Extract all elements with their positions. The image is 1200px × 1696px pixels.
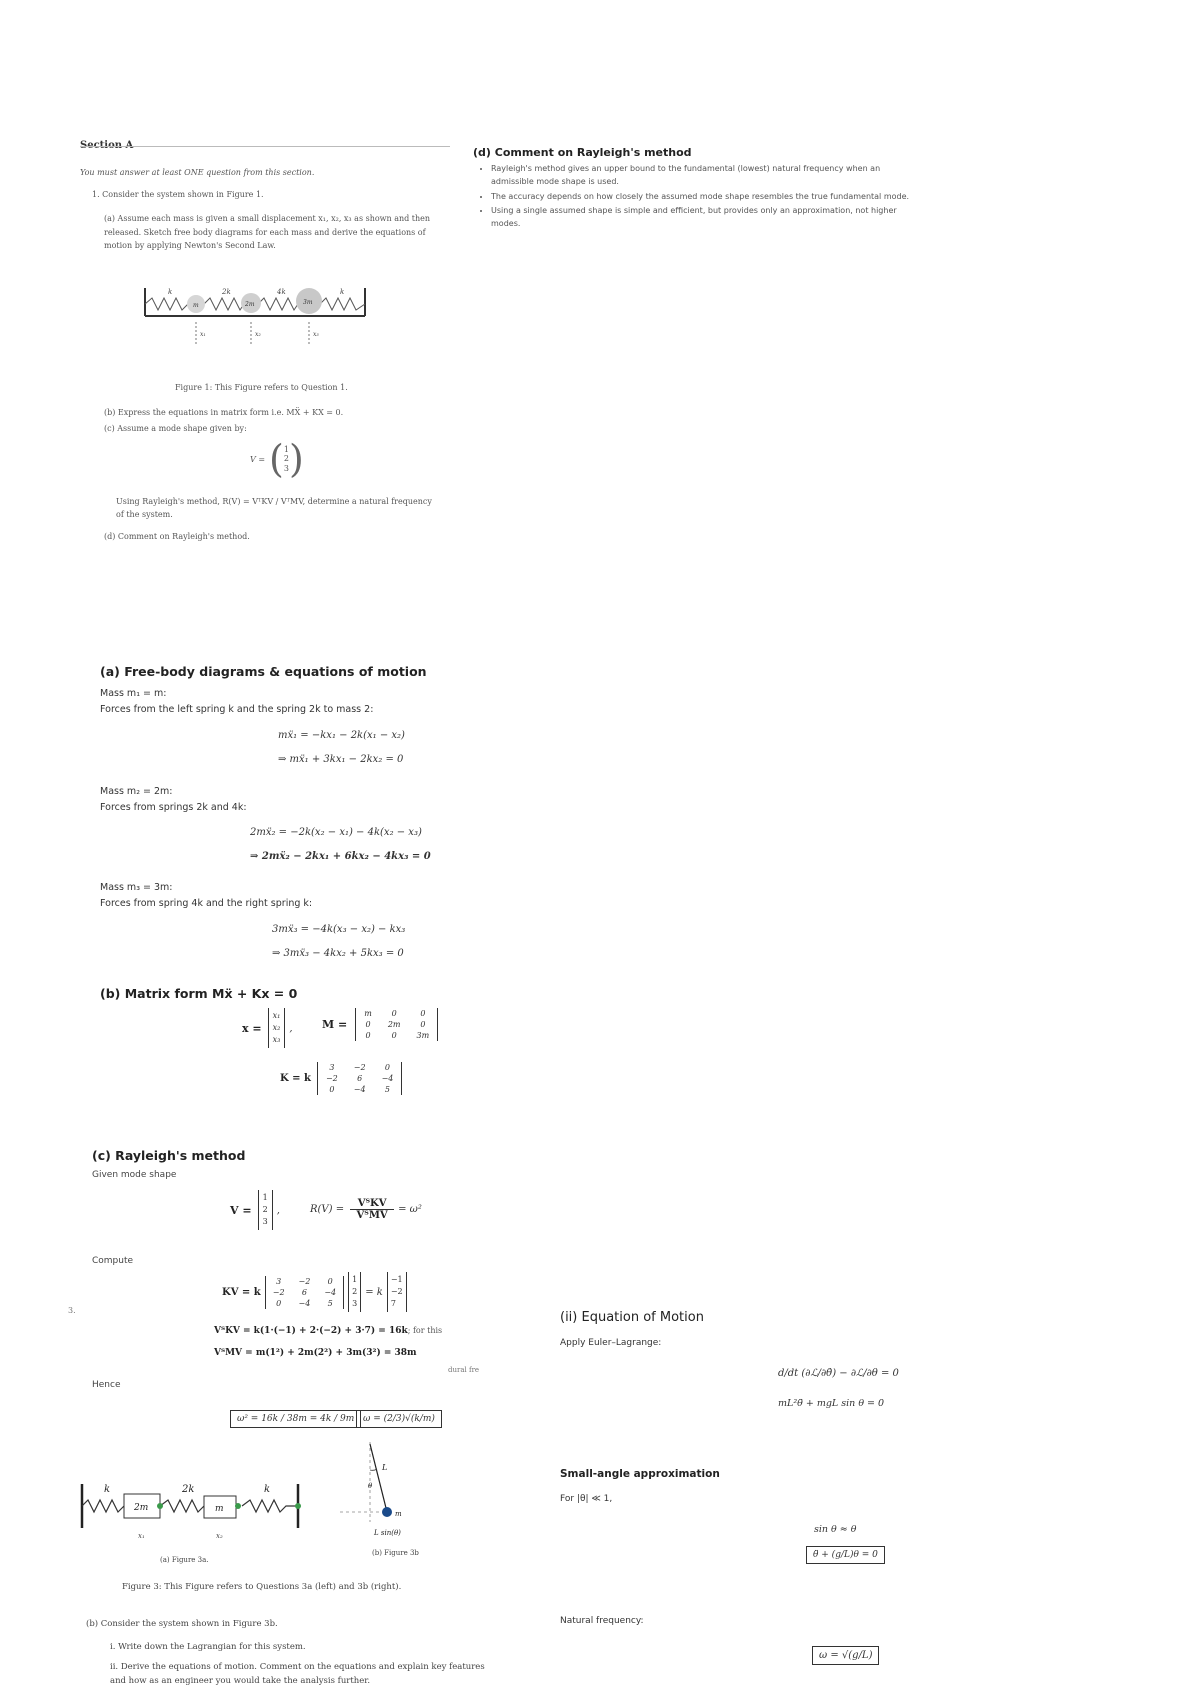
M-11: m	[364, 1009, 372, 1018]
q3-number: 3.	[68, 1306, 76, 1315]
fig3a-node-3	[295, 1503, 301, 1509]
fig3a-label-x2: x₂	[216, 1532, 223, 1540]
q1c-vec-1: 1	[283, 444, 289, 454]
K-22: 6	[357, 1074, 363, 1083]
x-vector-label: x =	[242, 1021, 262, 1035]
K-21: −2	[325, 1074, 338, 1083]
vtmv-equation: VᵀMV = m(1²) + 2m(2²) + 3m(3²) = 38m	[214, 1348, 417, 1358]
part-c-compute: Compute	[92, 1256, 134, 1266]
q1c-text: (c) Assume a mode shape given by:	[104, 424, 247, 433]
part-c-hence: Hence	[92, 1380, 121, 1390]
KV-label: KV = k	[222, 1286, 261, 1298]
mass1-eq1: mẍ₁ = −kx₁ − 2k(x₁ − x₂)	[278, 730, 405, 741]
mass3-forces: Forces from spring 4k and the right spring k:	[100, 898, 313, 909]
mass2-eq2: ⇒ 2mẍ₂ − 2kx₁ + 6kx₂ − 4kx₃ = 0	[250, 851, 431, 862]
fig3a-label-m2: m	[215, 1504, 224, 1514]
V-vector: V = 1 2 3 ,	[230, 1190, 280, 1230]
mass3-eq1: 3mẍ₃ = −4k(x₃ − x₂) − kx₃	[272, 924, 406, 935]
KV-result-1: −1	[390, 1275, 403, 1284]
KV-result-3: 7	[390, 1299, 396, 1308]
K-32: −4	[353, 1085, 366, 1094]
K-23: −4	[381, 1074, 394, 1083]
rayleigh-bullet-2: • The accuracy depends on how closely the assumed mode shape resembles the true fundamental mode.	[491, 191, 913, 204]
mass1-eq2: ⇒ mẍ₁ + 3kx₁ − 2kx₂ = 0	[278, 754, 404, 765]
question-sheet	[80, 140, 450, 550]
KV-K-31: 0	[276, 1298, 282, 1308]
rayleigh-comment-list	[473, 163, 913, 231]
fig1-label-x3: x₃	[313, 331, 319, 338]
rayleigh-quotient	[310, 1198, 422, 1221]
x-vec-1: x₁	[272, 1011, 281, 1020]
K-matrix	[280, 1062, 402, 1095]
M-32: 0	[391, 1031, 397, 1040]
fig3b-bob	[382, 1507, 392, 1517]
V-vec-1: 1	[262, 1193, 268, 1202]
M-matrix-label: M =	[322, 1018, 348, 1031]
fig1-label-m2: 2m	[245, 301, 255, 308]
R-denominator: VᵀMV	[356, 1210, 388, 1221]
M-matrix	[322, 1008, 438, 1041]
fig3a-spring-1	[82, 1500, 124, 1512]
KV-K-11: 3	[276, 1276, 282, 1286]
section-instructions: You must answer at least ONE question from this section.	[80, 168, 315, 177]
R-tail: = ω²	[398, 1204, 422, 1215]
x-vec-3: x₃	[272, 1035, 281, 1044]
section-rule	[80, 146, 450, 147]
fig3a-node-1	[157, 1503, 163, 1509]
fig3a-spring-3	[242, 1500, 298, 1512]
fig3a-label-k3: k	[264, 1484, 271, 1495]
part-b	[100, 986, 500, 1116]
M-22: 2m	[387, 1020, 401, 1029]
fig1-label-k2: 2k	[222, 288, 231, 296]
K-matrix-table	[317, 1062, 402, 1095]
fig3a-label-k1: k	[104, 1484, 111, 1495]
small-angle-approx: sin θ ≈ θ	[814, 1524, 857, 1535]
fig3b-label-m: m	[395, 1510, 402, 1518]
rayleigh-bullet-3: • Using a single assumed shape is simple and efficient, but provides only an approximation, not higher modes.	[491, 205, 913, 231]
M-31: 0	[365, 1031, 371, 1040]
rayleigh-bullet-1: • Rayleigh's method gives an upper bound to the fundamental (lowest) natural frequency when an admissible mode shape is used.	[491, 163, 913, 189]
part-a	[100, 664, 520, 964]
fig1-spring-4	[320, 298, 365, 310]
KV-K-13: 0	[327, 1276, 333, 1286]
part-b-title: (b) Matrix form Mẍ + Kx = 0	[100, 986, 298, 1001]
part-a-title: (a) Free-body diagrams & equations of motion	[100, 664, 427, 679]
fig3b-label-proj: L sin(θ)	[374, 1529, 401, 1537]
vtkv-note: ; for this	[407, 1326, 443, 1335]
fig3b-sub: (b) Figure 3b	[372, 1549, 419, 1557]
fig1-label-k4: k	[340, 288, 345, 296]
fig1-label-k1: k	[168, 288, 173, 296]
vtmv-note: dural fre	[448, 1366, 480, 1374]
KV-K-12: −2	[298, 1276, 311, 1286]
x-vec-2: x₂	[272, 1023, 281, 1032]
fig1-label-m1: m	[193, 302, 199, 309]
fig3a-sub: (a) Figure 3a.	[160, 1556, 209, 1564]
euler-lagrange-eq: d/dt (∂ℒ/∂θ̇) − ∂ℒ/∂θ = 0	[778, 1368, 899, 1379]
fig3b-label-L: L	[382, 1463, 388, 1472]
KV-K-21: −2	[272, 1287, 285, 1297]
mass2-label: Mass m₂ = 2m:	[100, 786, 173, 797]
pendulum-solution	[560, 1310, 930, 1690]
K-12: −2	[353, 1063, 366, 1072]
M-23: 0	[420, 1020, 426, 1029]
q3b-i-text: i. Write down the Lagrangian for this system.	[110, 1642, 306, 1652]
R-label: R(V) =	[310, 1204, 345, 1215]
mass2-eq1: 2mẍ₂ = −2k(x₂ − x₁) − 4k(x₂ − x₃)	[250, 827, 422, 838]
natural-frequency-title: Natural frequency:	[560, 1616, 644, 1626]
q1b-text: (b) Express the equations in matrix form i.e. MẌ + KX = 0.	[104, 408, 344, 417]
part-c	[92, 1148, 512, 1448]
K-33: 5	[384, 1085, 390, 1094]
fig3b-rod	[370, 1444, 387, 1512]
fig1-spring-1	[145, 298, 188, 310]
eom-title: (ii) Equation of Motion	[560, 1310, 704, 1325]
q1c-vec-2: 2	[283, 454, 289, 464]
fig1-spring-3	[258, 298, 298, 310]
KV-V-2: 2	[352, 1287, 358, 1296]
q1-intro: 1. Consider the system shown in Figure 1.	[92, 190, 264, 199]
figure-3-caption: Figure 3: This Figure refers to Questions 3a (left) and 3b (right).	[122, 1582, 402, 1592]
q1c-vec-3: 3	[283, 463, 289, 473]
x-vector: x = x₁ x₂ x₃ ,	[242, 1008, 293, 1048]
fig1-label-m3: 3m	[303, 299, 313, 306]
figure-1-caption: Figure 1: This Figure refers to Question 1.	[175, 383, 348, 392]
M-12: 0	[391, 1009, 397, 1018]
q1d-text: (d) Comment on Rayleigh's method.	[104, 532, 250, 541]
q1c-vector: V = ( 1 2 3 )	[250, 437, 304, 481]
mass3-label: Mass m₃ = 3m:	[100, 882, 173, 893]
small-angle-for: For |θ| ≪ 1,	[560, 1494, 613, 1504]
vtkv-equation	[214, 1326, 442, 1336]
M-33: 3m	[416, 1031, 430, 1040]
M-13: 0	[420, 1009, 426, 1018]
KV-V-1: 1	[352, 1275, 358, 1284]
KV-V-3: 3	[352, 1299, 358, 1308]
K-11: 3	[329, 1063, 335, 1072]
fig3a-spring-2	[160, 1500, 204, 1512]
figure-3b	[330, 1440, 450, 1565]
KV-product	[222, 1272, 407, 1312]
rayleigh-comment-title: (d) Comment on Rayleigh's method	[473, 146, 692, 159]
mass1-label: Mass m₁ = m:	[100, 688, 167, 699]
mass1-forces: Forces from the left spring k and the spring 2k to mass 2:	[100, 704, 374, 715]
fig3b-label-theta: θ	[368, 1482, 373, 1490]
q3b-text: (b) Consider the system shown in Figure 3b.	[86, 1619, 278, 1629]
q3b-ii-text: ii. Derive the equations of motion. Comment on the equations and explain key features and how as an engineer you would take the analysis further.	[110, 1662, 485, 1687]
fig3a-label-m1: 2m	[134, 1503, 149, 1513]
M-matrix-table	[355, 1008, 438, 1041]
fig3a-label-k2: 2k	[182, 1484, 195, 1495]
K-13: 0	[384, 1063, 390, 1072]
KV-K-33: 5	[327, 1298, 333, 1308]
rayleigh-comment	[473, 146, 913, 233]
KV-K-22: 6	[301, 1287, 307, 1297]
eom-equation: mL²θ̈ + mgL sin θ = 0	[778, 1398, 885, 1409]
fig1-label-x2: x₂	[255, 331, 261, 338]
fig3a-label-x1: x₁	[138, 1532, 145, 1540]
mass2-forces: Forces from springs 2k and 4k:	[100, 802, 247, 813]
omega-box: ω = (2/3)√(k/m)	[356, 1410, 442, 1428]
small-angle-title: Small-angle approximation	[560, 1468, 720, 1480]
K-matrix-label: K = k	[280, 1073, 311, 1084]
fig1-spring-2	[204, 298, 244, 310]
fig1-label-k3: 4k	[277, 288, 286, 296]
V-vec-2: 2	[262, 1205, 268, 1214]
natural-frequency-box: ω = √(g/L)	[812, 1646, 879, 1665]
KV-result-2: −2	[390, 1287, 403, 1296]
KV-result-label: = k	[365, 1286, 383, 1298]
q1c-using: Using Rayleigh's method, R(V) = VᵀKV / VᵀMV, determine a natural frequency of the system.	[116, 497, 432, 519]
section-title: Section A	[80, 140, 134, 151]
mass3-eq2: ⇒ 3mẍ₃ − 4kx₂ + 5kx₃ = 0	[272, 948, 404, 959]
eom-apply: Apply Euler–Lagrange:	[560, 1338, 662, 1348]
q1a-text: (a) Assume each mass is given a small displacement x₁, x₂, x₃ as shown and then released. Sketch free body diagrams for each mass and derive the equations of motion by applying Newton's Second Law.	[104, 214, 431, 251]
KV-K-23: −4	[324, 1287, 337, 1297]
figure-3a	[78, 1476, 308, 1566]
V-vec-3: 3	[262, 1217, 268, 1226]
omega-squared-box: ω² = 16k / 38m = 4k / 9m	[230, 1410, 361, 1428]
fig3a-node-2	[235, 1503, 241, 1509]
figure-1	[140, 280, 380, 370]
V-vector-label: V =	[230, 1203, 252, 1217]
vtkv-text: VᵀKV = k(1·(−1) + 2·(−2) + 3·7) = 16k	[214, 1326, 408, 1336]
M-21: 0	[365, 1020, 371, 1029]
KV-K-32: −4	[298, 1298, 311, 1308]
part-c-given: Given mode shape	[92, 1170, 177, 1180]
K-31: 0	[329, 1085, 335, 1094]
fig1-label-x1: x₁	[200, 331, 206, 338]
KV-K-matrix	[265, 1276, 344, 1309]
linearized-eom-box: θ̈ + (g/L)θ = 0	[806, 1546, 885, 1564]
R-numerator: VᵀKV	[357, 1198, 387, 1209]
part-c-title: (c) Rayleigh's method	[92, 1148, 246, 1163]
